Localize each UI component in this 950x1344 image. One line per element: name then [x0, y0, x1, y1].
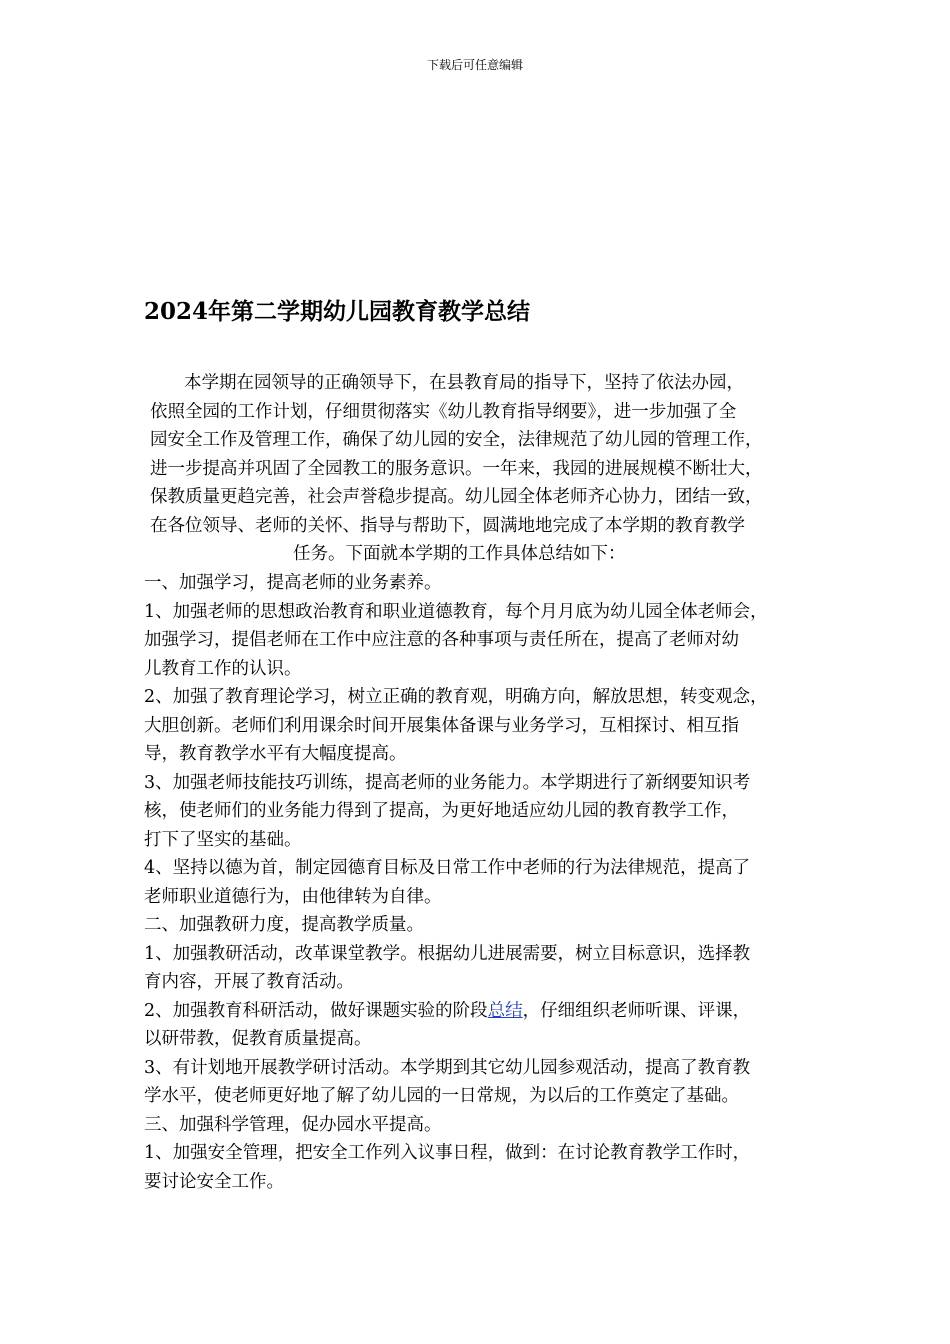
section-heading: 二、加强教研力度，提高教学质量。	[144, 915, 424, 935]
body-line-with-link	[144, 997, 814, 1026]
intro-line: 任务。下面就本学期的工作具体总结如下：	[293, 544, 626, 564]
body-line: 打下了坚实的基础。	[144, 829, 302, 850]
body-line: 要讨论安全工作。	[144, 1171, 284, 1192]
intro-line: 在各位领导、老师的关怀、指导与帮助下，圆满地地完成了本学期的教育教学	[150, 515, 745, 536]
body-line: 核，使老师们的业务能力得到了提高，为更好地适应幼儿园的教育教学工作，	[144, 801, 739, 821]
body-line: 4、坚持以德为首，制定园德育目标及日常工作中老师的行为法律规范，提高了	[144, 858, 751, 878]
body-line: 以研带教，促教育质量提高。	[144, 1029, 372, 1049]
intro-line: 依照全园的工作计划，仔细贯彻落实《幼儿教育指导纲要》，进一步加强了全	[150, 401, 737, 422]
section-heading: 一、加强学习，提高老师的业务素养。	[144, 573, 442, 593]
body-line: 2、加强了教育理论学习，树立正确的教育观，明确方向，解放思想，转变观念，	[144, 687, 768, 707]
body-line: 大胆创新。老师们利用课余时间开展集体备课与业务学习，互相探讨、相互指	[144, 715, 739, 736]
link-line-before: 2、加强教育科研活动，做好课题实验的阶段	[144, 1000, 488, 1021]
intro-line: 本学期在园领导的正确领导下，在县教育局的指导下，坚持了依法办园，	[184, 373, 744, 393]
document-body	[144, 569, 814, 1196]
body-line: 1、加强老师的思想政治教育和职业道德教育，每个月月底为幼儿园全体老师会，	[144, 601, 768, 622]
section-heading: 三、加强科学管理，促办园水平提高。	[144, 1114, 442, 1135]
summary-link[interactable]: 总结	[487, 1000, 523, 1021]
body-line: 3、有计划地开展教学研讨活动。本学期到其它幼儿园参观活动，提高了教育教	[144, 1057, 751, 1078]
intro-line: 进一步提高并巩固了全园教工的服务意识。一年来，我园的进展规模不断壮大，	[150, 458, 763, 479]
body-line: 1、加强安全管理，把安全工作列入议事日程，做到：在讨论教育教学工作时，	[144, 1143, 751, 1163]
link-line-after: ，仔细组织老师听课、评课，	[522, 1000, 751, 1021]
body-line: 导，教育教学水平有大幅度提高。	[144, 744, 407, 764]
intro-line: 园安全工作及管理工作，确保了幼儿园的安全，法律规范了幼儿园的管理工作，	[150, 430, 763, 450]
download-note: 下载后可任意编辑	[426, 58, 523, 72]
body-line: 3、加强老师技能技巧训练，提高老师的业务能力。本学期进行了新纲要知识考	[144, 772, 751, 793]
body-line: 老师职业道德行为，由他律转为自律。	[144, 886, 442, 907]
intro-line: 保教质量更趋完善，社会声誉稳步提高。幼儿园全体老师齐心协力，团结一致，	[150, 487, 763, 507]
body-line: 1、加强教研活动，改革课堂教学。根据幼儿进展需要，树立目标意识，选择教	[144, 943, 751, 964]
intro-paragraph	[144, 369, 814, 569]
body-line: 育内容，开展了教育活动。	[144, 972, 354, 992]
body-line: 加强学习，提倡老师在工作中应注意的各种事项与责任所在，提高了老师对幼	[144, 630, 739, 650]
body-line: 学水平，使老师更好地了解了幼儿园的一日常规，为以后的工作奠定了基础。	[144, 1086, 739, 1106]
document-title: 2024年第二学期幼儿园教育教学总结	[144, 298, 531, 325]
body-line: 儿教育工作的认识。	[144, 658, 302, 679]
